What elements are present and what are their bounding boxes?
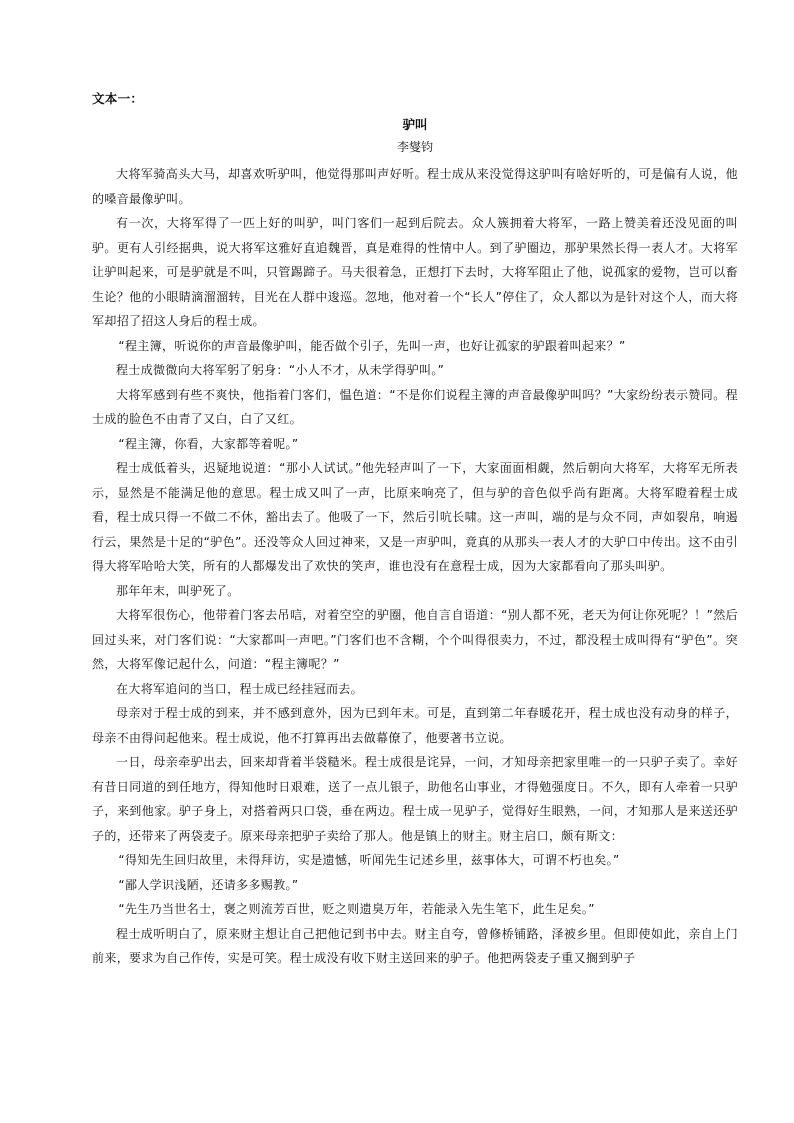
paragraph: “程主簿，听说你的声音最像驴叫，能否做个引子，先叫一声，也好让孤家的驴跟着叫起来？”: [118, 338, 626, 353]
paragraph: 那年年末，叫驴死了。: [116, 583, 240, 598]
paragraph: “得知先生回归故里，未得拜访，实是遗憾，听闻先生记述乡里，兹事体大，可谓不朽也矣。”: [118, 853, 620, 867]
paragraph: 一日，母亲牵驴出去，回来却背着半袋糙米。程士成很是诧异，一问，才知母亲把家里唯一的一只驴子卖了。幸好有昔日同道的到任地方，得知他时日艰难，送了一点儿银子，助他名山事业，才得勉强度日。不久，即有人牵着一只驴子，来到他家。驴子身上，对搭着两只口袋，垂在两边。程士成一见驴子，觉得好生眼熟，一问，才知那人是来送还驴子的，还带来了两袋麦子。原来母亲把驴子卖给了那人。他是镇上的财主。财主启口，颇有斯文：: [92, 755, 738, 843]
paragraph: “程主簿，你看，大家都等着呢。”: [118, 436, 299, 451]
section-label: 文本一：: [92, 91, 144, 106]
paragraph: 程士成听明白了，原来财主想让自己把他记到书中去。财主自夸，曾修桥铺路，泽被乡里。但即使如此，亲自上门前来，要求为自己作传，实是可笑。程士成没有收下财主送回来的驴子。他把两袋麦子重又搁到驴子: [92, 926, 738, 965]
document-page: [92, 90, 738, 971]
paragraph: 有一次，大将军得了一匹上好的叫驴，叫门客们一起到后院去。众人簇拥着大将军，一路上赞美着还没见面的叫驴。更有人引经据典，说大将军这雅好直追魏晋，真是难得的性情中人。到了驴圈边，那驴果然长得一表人才。大将军让驴叫起来，可是驴就是不叫，只管踢蹄子。马夫很着急，正想打下去时，大将军阻止了他，说孤家的爱物，岂可以畜生论？他的小眼睛滴溜溜转，目光在人群中逡巡。忽地，他对着一个“长人”停住了，众人都以为是针对这个人，而大将军却招了招这人身后的程士成。: [92, 216, 738, 328]
article-body: [92, 162, 738, 971]
paragraph: 在大将军追问的当口，程士成已经挂冠而去。: [116, 681, 364, 696]
article-author: 李燮钧: [396, 140, 433, 154]
article-title: 驴叫: [402, 117, 428, 132]
paragraph: 程士成低着头，迟疑地说道：“那小人试试。”他先轻声叫了一下，大家面面相觑，然后朝向大将军，大将军无所表示，显然是不能满足他的意思。程士成又叫了一声，比原来响亮了，但与驴的音色似乎尚有距离。大将军瞪着程士成看，程士成只得一不做二不休，豁出去了。他吸了一下，然后引吭长啸。这一声叫，端的是与众不同，声如裂帛，响遏行云，果然是十足的“驴色”。还没等众人回过神来，又是一声驴叫，竟真的从那头一表人才的大驴口中传出。这不由引得大将军哈哈大笑，所有的人都爆发出了欢快的笑声，谁也没有在意程士成，因为大家都看向了那头叫驴。: [92, 461, 738, 573]
paragraph: 大将军骑高头大马，却喜欢听驴叫，他觉得那叫声好听。程士成从来没觉得这驴叫有啥好听的，可是偏有人说，他的嗓音最像驴叫。: [92, 167, 738, 206]
paragraph: 大将军感到有些不爽快，他指着门客们，愠色道：“不是你们说程主簿的声音最像驴叫吗？”大家纷纷表示赞同。程士成的脸色不由青了又白，白了又红。: [92, 387, 738, 426]
paragraph: 母亲对于程士成的到来，并不感到意外，因为已到年末。可是，直到第二年春暖花开，程士成也没有动身的样子，母亲不由得问起他来。程士成说，他不打算再出去做幕僚了，他要著书立说。: [92, 706, 738, 745]
paragraph: 程士成微微向大将军躬了躬身：“小人不才，从未学得驴叫。”: [116, 363, 445, 377]
paragraph: “先生乃当世名士，褒之则流芳百世，贬之则遗臭万年，若能录入先生笔下，此生足矣。”: [118, 902, 595, 916]
paragraph: 大将军很伤心，他带着门客去吊唁，对着空空的驴圈，他自言自语道：“别人都不死，老天为何让你死呢？！”然后回过头来，对门客们说：“大家都叫一声吧。”门客们也不含糊，个个叫得很卖力，不过，都没程士成叫得有“驴色”。突然，大将军像记起什么，问道：“程主簿呢？”: [92, 608, 738, 671]
paragraph: “鄙人学识浅陋，还请多多赐教。”: [118, 877, 299, 892]
